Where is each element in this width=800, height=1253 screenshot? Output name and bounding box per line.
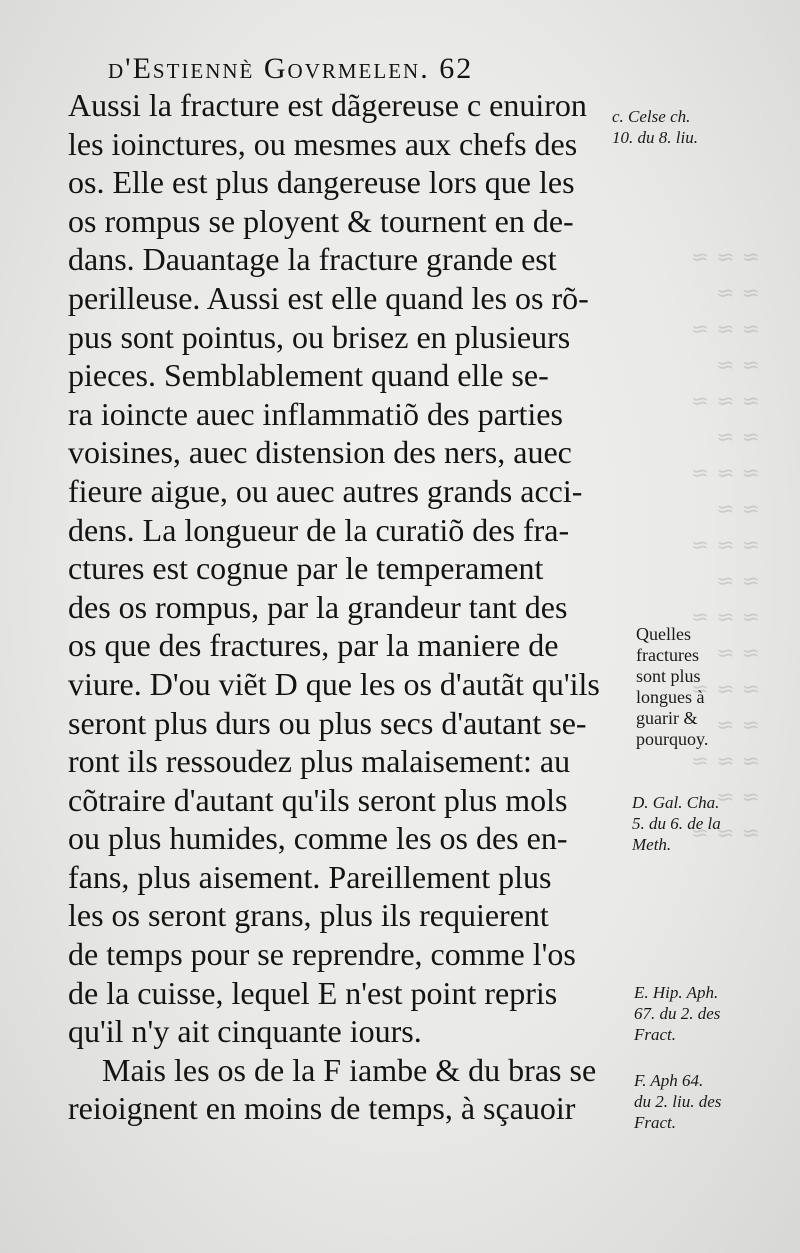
margin-note-line: Meth. (632, 835, 672, 854)
text-line: reioignent en moins de temps, à sçauoir (68, 1090, 576, 1127)
text-line: des os rompus, par la grandeur tant des (68, 588, 568, 625)
text-line: ra ioincte auec inflammatiõ des parties (68, 395, 563, 432)
margin-note-line: D. Gal. Cha. (632, 793, 720, 812)
margin-note-line: du 2. liu. des (634, 1092, 722, 1111)
margin-note-d (632, 792, 721, 855)
margin-note-line: pourquoy. (636, 729, 709, 749)
text-line: os. Elle est plus dangereuse lors que les (68, 164, 575, 201)
margin-note-line: 5. du 6. de la (632, 814, 721, 833)
margin-note-f (634, 1070, 721, 1133)
text-line: de temps pour se reprendre, comme l'os (68, 936, 576, 973)
margin-note-line: 67. du 2. des (634, 1004, 721, 1023)
margin-note-line: sont plus (636, 666, 701, 686)
body-text (68, 86, 628, 1128)
margin-note-line: Quelles (636, 624, 691, 644)
text-line: os rompus se ployent & tournent en de- (68, 202, 574, 239)
text-line: fieure aigue, ou auec autres grands acci- (68, 472, 583, 509)
margin-note-line: guarir & (636, 708, 698, 728)
text-line: ou plus humides, comme les os des en- (68, 820, 568, 857)
text-line: pieces. Semblablement quand elle se- (68, 357, 549, 394)
text-line: les os seront grans, plus ils requierent (68, 897, 549, 934)
text-line: les ioinctures, ou mesmes aux chefs des (68, 125, 578, 162)
margin-note-c (612, 106, 698, 148)
margin-note-quelles (636, 624, 708, 750)
text-line: cõtraire d'autant qu'ils seront plus mols (68, 781, 568, 818)
margin-note-line: 10. du 8. liu. (612, 128, 698, 147)
text-line: perilleuse. Aussi est elle quand les os rõ- (68, 279, 589, 316)
text-line: os que des fractures, par la maniere de (68, 627, 559, 664)
text-line: dens. La longueur de la curatiõ des fra- (68, 511, 570, 548)
text-line: ront ils ressoudez plus malaisement: au (68, 743, 571, 780)
text-line: Mais les os de la F iambe & du bras se (102, 1051, 597, 1088)
margin-note-line: fractures (636, 645, 699, 665)
margin-note-line: Fract. (634, 1025, 677, 1044)
text-line: viure. D'ou viẽt D que les os d'autãt qu'ils (68, 665, 600, 702)
margin-note-line: E. Hip. Aph. (634, 983, 719, 1002)
text-line: ctures est cognue par le temperament (68, 550, 544, 587)
text-line: pus sont pointus, ou brisez en plusieurs (68, 318, 571, 355)
text-line: seront plus durs ou plus secs d'autant se- (68, 704, 587, 741)
text-line: de la cuisse, lequel E n'est point repris (68, 974, 558, 1011)
margin-note-line: Fract. (634, 1113, 677, 1132)
text-line: Aussi la fracture est dãgereuse c enuiron (68, 87, 587, 123)
margin-note-line: c. Celse ch. (612, 107, 691, 126)
running-head: d'Estiennè Govrmelen. 62 (108, 52, 474, 85)
text-line: voisines, auec distension des ners, auec (68, 434, 572, 471)
margin-note-e (634, 982, 720, 1045)
text-line: dans. Dauantage la fracture grande est (68, 241, 557, 278)
margin-note-line: F. Aph 64. (634, 1071, 704, 1090)
text-line: fans, plus aisement. Pareillement plus (68, 858, 552, 895)
margin-note-line: longues à (636, 687, 705, 707)
text-line: qu'il n'y ait cinquante iours. (68, 1013, 422, 1050)
bleed-through-texture: ≈ ≈ ≈ ≈ ≈ ≈ ≈ ≈ ≈ ≈ ≈ ≈ ≈ ≈ ≈ ≈ ≈ ≈ ≈ ≈ ≈ ≈ ≈ ≈ ≈ ≈ ≈ ≈ ≈ ≈ ≈ ≈ ≈ ≈ ≈ ≈ ≈ ≈ ≈ ≈ ≈ ≈ ≈ (690, 245, 760, 846)
